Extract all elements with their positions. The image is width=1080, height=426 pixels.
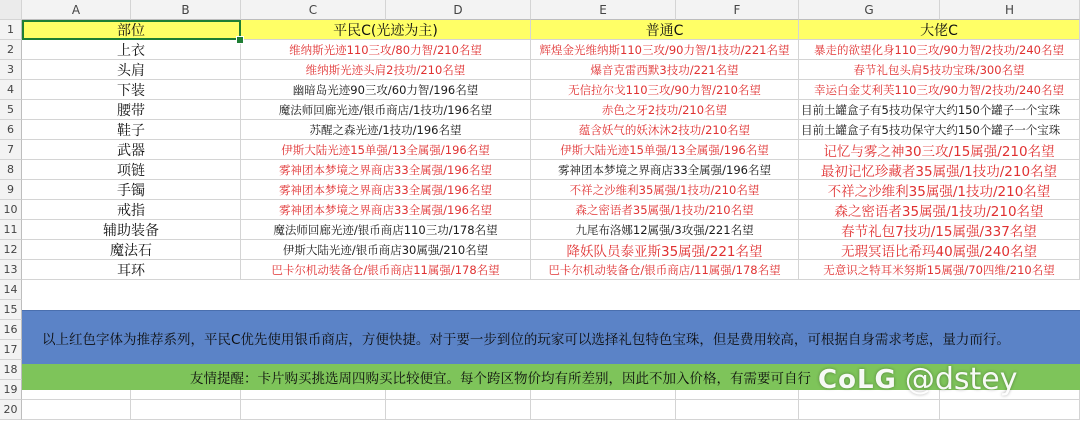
- row-header-16[interactable]: 16: [0, 320, 22, 340]
- header-boss-c[interactable]: 大佬C: [799, 20, 1080, 40]
- cell-normal[interactable]: 辉煌金光维纳斯110三攻/90力智/1技功/221名望: [531, 40, 799, 60]
- empty-cell[interactable]: [386, 400, 531, 420]
- cell-normal[interactable]: 森之密语者35属强/1技功/210名望: [531, 200, 799, 220]
- header-commoner-c[interactable]: 平民C(光迹为主): [241, 20, 531, 40]
- row-header-15[interactable]: 15: [0, 300, 22, 320]
- recommend-note-band[interactable]: [22, 310, 1080, 364]
- empty-cell[interactable]: [676, 400, 799, 420]
- row-header-9[interactable]: 9: [0, 180, 22, 200]
- cell-boss[interactable]: 春节礼包7技功/15属强/337名望: [799, 220, 1080, 240]
- empty-cell[interactable]: [799, 400, 940, 420]
- cell-boss[interactable]: 最初记忆珍藏者35属强/1技功/210名望: [799, 160, 1080, 180]
- cell-normal[interactable]: 蕴含妖气的妖沐沐2技功/210名望: [531, 120, 799, 140]
- cell-normal[interactable]: 赤色之牙2技功/210名望: [531, 100, 799, 120]
- cell-normal[interactable]: 不祥之沙维利35属强/1技功/210名望: [531, 180, 799, 200]
- cell-boss[interactable]: 不祥之沙维利35属强/1技功/210名望: [799, 180, 1080, 200]
- cell-normal[interactable]: 雾神团本梦境之界商店33全属强/196名望: [531, 160, 799, 180]
- cell-boss[interactable]: 记忆与雾之神30三攻/15属强/210名望: [799, 140, 1080, 160]
- row-header-3[interactable]: 3: [0, 60, 22, 80]
- empty-cell[interactable]: [940, 400, 1080, 420]
- cell-boss[interactable]: 春节礼包头肩5技功宝珠/300名望: [799, 60, 1080, 80]
- cell-normal[interactable]: 降妖队员泰亚斯35属强/221名望: [531, 240, 799, 260]
- row-header-18[interactable]: 18: [0, 360, 22, 380]
- cell-commoner[interactable]: 魔法师回廊光迹/银币商店110三功/178名望: [241, 220, 531, 240]
- cell-part[interactable]: 魔法石: [22, 240, 241, 260]
- header-position[interactable]: 部位: [22, 20, 241, 40]
- row-header-10[interactable]: 10: [0, 200, 22, 220]
- row-header-19[interactable]: 19: [0, 380, 22, 400]
- empty-cell[interactable]: [22, 400, 131, 420]
- row-header-11[interactable]: 11: [0, 220, 22, 240]
- cell-part[interactable]: 辅助装备: [22, 220, 241, 240]
- cell-part[interactable]: 腰带: [22, 100, 241, 120]
- row-header-14[interactable]: 14: [0, 280, 22, 300]
- row-header-2[interactable]: 2: [0, 40, 22, 60]
- cell-commoner[interactable]: 幽暗岛光迹90三攻/60力智/196名望: [241, 80, 531, 100]
- cell-commoner[interactable]: 雾神团本梦境之界商店33全属强/196名望: [241, 160, 531, 180]
- cell-commoner[interactable]: 雾神团本梦境之界商店33全属强/196名望: [241, 200, 531, 220]
- cell-commoner[interactable]: 伊斯大陆光迹15单强/13全属强/196名望: [241, 140, 531, 160]
- column-header-B[interactable]: B: [131, 0, 241, 20]
- row-header-13[interactable]: 13: [0, 260, 22, 280]
- row-header-4[interactable]: 4: [0, 80, 22, 100]
- cell-part[interactable]: 戒指: [22, 200, 241, 220]
- cell-commoner[interactable]: 维纳斯光迹头肩2技功/210名望: [241, 60, 531, 80]
- column-header-G[interactable]: G: [799, 0, 940, 20]
- cell-boss[interactable]: 幸运白金艾利芙110三攻/90力智/2技功/240名望: [799, 80, 1080, 100]
- cell-commoner[interactable]: 魔法师回廊光迹/银币商店/1技功/196名望: [241, 100, 531, 120]
- watermark: [818, 362, 1018, 397]
- column-header-H[interactable]: H: [940, 0, 1080, 20]
- cell-boss[interactable]: 森之密语者35属强/1技功/210名望: [799, 200, 1080, 220]
- cell-commoner[interactable]: 苏醒之森光迹/1技功/196名望: [241, 120, 531, 140]
- row-header-12[interactable]: 12: [0, 240, 22, 260]
- cell-part[interactable]: 上衣: [22, 40, 241, 60]
- watermark-handle: @dstey: [904, 362, 1018, 397]
- column-header-F[interactable]: F: [676, 0, 799, 20]
- cell-normal[interactable]: 巴卡尔机动装备仓/银币商店/11属强/178名望: [531, 260, 799, 280]
- cell-boss[interactable]: 目前土罐盒子有5技功保守大约150个罐子一个宝珠: [799, 100, 1080, 120]
- cell-boss[interactable]: 无意识之特耳米努斯15属强/70四维/210名望: [799, 260, 1080, 280]
- recommend-note-text: 以上红色字体为推荐系列，平民C优先使用银币商店，方便快捷。对于要一步到位的玩家可以选择礼包特色宝珠，但是费用较高，可根据自身需求考虑，量力而行。: [42, 331, 1010, 348]
- cell-commoner[interactable]: 维纳斯光迹110三攻/80力智/210名望: [241, 40, 531, 60]
- cell-normal[interactable]: 无信拉尔戈110三攻/90力智/210名望: [531, 80, 799, 100]
- tip-note-text: 友情提醒：卡片购买挑选周四购买比较便宜。每个跨区物价均有所差别，因此不加入价格，有需要可自行: [190, 371, 811, 387]
- cell-part[interactable]: 项链: [22, 160, 241, 180]
- cell-boss[interactable]: 目前土罐盒子有5技功保守大约150个罐子一个宝珠: [799, 120, 1080, 140]
- fill-handle[interactable]: [236, 36, 244, 44]
- row-header-8[interactable]: 8: [0, 160, 22, 180]
- header-normal-c[interactable]: 普通C: [531, 20, 799, 40]
- cell-part[interactable]: 耳环: [22, 260, 241, 280]
- row-header-17[interactable]: 17: [0, 340, 22, 360]
- empty-cell[interactable]: [241, 400, 386, 420]
- cell-part[interactable]: 鞋子: [22, 120, 241, 140]
- empty-cell[interactable]: [531, 400, 676, 420]
- colg-logo: CoLG: [818, 364, 897, 395]
- column-header-E[interactable]: E: [531, 0, 676, 20]
- cell-commoner[interactable]: 巴卡尔机动装备仓/银币商店11属强/178名望: [241, 260, 531, 280]
- row-header-5[interactable]: 5: [0, 100, 22, 120]
- row-header-20[interactable]: 20: [0, 400, 22, 420]
- cell-boss[interactable]: 暴走的欲望化身110三攻/90力智/2技功/240名望: [799, 40, 1080, 60]
- column-header-A[interactable]: A: [22, 0, 131, 20]
- column-header-D[interactable]: D: [386, 0, 531, 20]
- row-header-1[interactable]: 1: [0, 20, 22, 40]
- cell-normal[interactable]: 九尾布洛娜12属强/3攻强/221名望: [531, 220, 799, 240]
- column-header-C[interactable]: C: [241, 0, 386, 20]
- cell-part[interactable]: 下装: [22, 80, 241, 100]
- empty-cell[interactable]: [131, 400, 241, 420]
- cell-boss[interactable]: 无瑕冥语比希玛40属强/240名望: [799, 240, 1080, 260]
- row-header-6[interactable]: 6: [0, 120, 22, 140]
- cell-part[interactable]: 手镯: [22, 180, 241, 200]
- select-all-corner[interactable]: [0, 0, 22, 20]
- cell-part[interactable]: 头肩: [22, 60, 241, 80]
- cell-part[interactable]: 武器: [22, 140, 241, 160]
- cell-commoner[interactable]: 雾神团本梦境之界商店33全属强/196名望: [241, 180, 531, 200]
- cell-commoner[interactable]: 伊斯大陆光迹/银币商店30属强/210名望: [241, 240, 531, 260]
- row-header-7[interactable]: 7: [0, 140, 22, 160]
- cell-normal[interactable]: 爆音克雷西默3技功/221名望: [531, 60, 799, 80]
- cell-normal[interactable]: 伊斯大陆光迹15单强/13全属强/196名望: [531, 140, 799, 160]
